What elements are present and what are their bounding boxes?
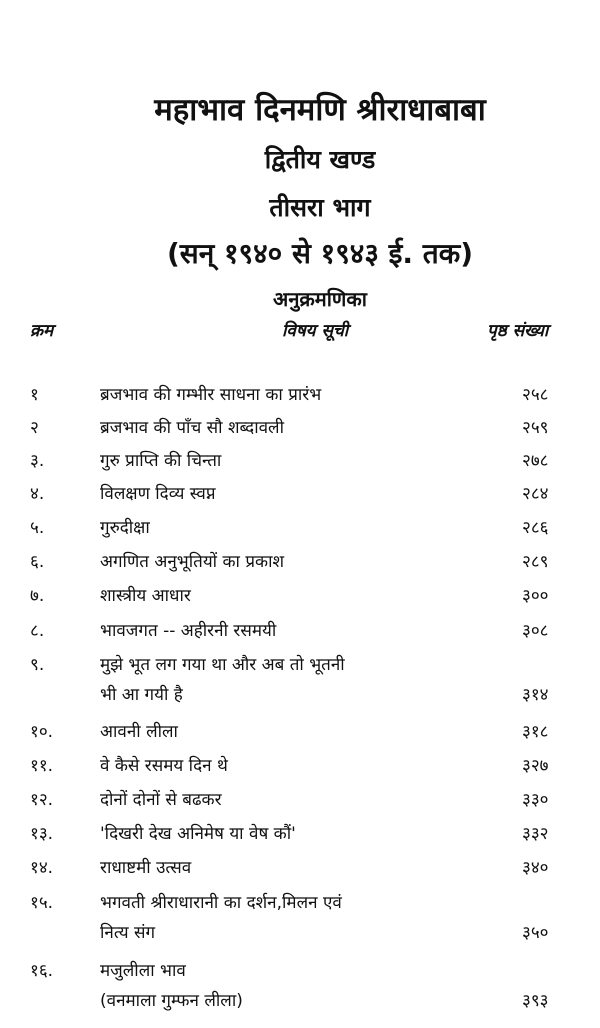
entry-page-number: ३९३ [522, 991, 549, 1011]
entry-topic-line: गुरुदीक्षा [100, 518, 150, 538]
entry-number: १४. [30, 858, 54, 878]
entry-topic [100, 581, 500, 611]
entry-topic-line: दोनों दोनों से बढकर [100, 790, 222, 810]
entry-number: १ [30, 385, 39, 405]
entry-number: १०. [30, 722, 54, 742]
entry-topic [100, 413, 500, 443]
entry-topic-line: मुझे भूत लग गया था और अब तो भूतनी [100, 655, 345, 675]
entry-topic [100, 446, 500, 476]
entry-topic [100, 616, 500, 646]
entry-topic-line: ब्रजभाव की गम्भीर साधना का प्रारंभ [100, 385, 322, 405]
period-heading: (सन् १९४० से १९४३ ई. तक) [166, 237, 474, 270]
entry-number: १५. [30, 893, 54, 913]
entry-number: ८. [30, 621, 45, 641]
entry-number: ९. [30, 655, 45, 675]
entry-topic-line: शास्त्रीय आधार [100, 586, 191, 606]
entry-topic [100, 785, 500, 815]
column-header-topic: विषय सूची [282, 321, 349, 341]
entry-page-number: ३३० [522, 790, 549, 810]
entry-topic-line: भी आ गयी है [100, 685, 183, 705]
entry-number: ६. [30, 552, 45, 572]
entry-topic [100, 888, 500, 948]
entry-page-number: ३५० [522, 923, 549, 943]
entry-topic [100, 479, 500, 509]
entry-page-number: २८४ [522, 484, 549, 504]
entry-number: २ [30, 418, 39, 438]
entry-number: १२. [30, 790, 54, 810]
entry-topic [100, 853, 500, 883]
entry-page-number: २५८ [522, 385, 549, 405]
entry-page-number: ३०८ [522, 621, 549, 641]
entry-page-number: ३२७ [522, 756, 549, 776]
entry-page-number: ३३२ [522, 824, 549, 844]
entry-number: ७. [30, 586, 45, 606]
entry-topic-line: राधाष्टमी उत्सव [100, 858, 192, 878]
entry-topic-line: नित्य संग [100, 923, 156, 943]
entry-number: ४. [30, 484, 45, 504]
entry-page-number: २८६ [522, 518, 549, 538]
entry-topic [100, 956, 500, 1016]
entry-page-number: ३४० [522, 858, 549, 878]
entry-topic-line: आवनी लीला [100, 722, 178, 742]
entry-topic-line: (वनमाला गुम्फन लीला) [100, 991, 243, 1011]
entry-page-number: ३०० [522, 586, 549, 606]
entry-topic-line: ब्रजभाव की पाँच सौ शब्दावली [100, 418, 284, 438]
entry-number: १६. [30, 961, 54, 981]
part-heading: तीसरा भाग [269, 193, 371, 222]
entry-topic [100, 547, 500, 577]
entry-page-number: ३१४ [522, 685, 549, 705]
entry-topic-line: 'दिखरी देख अनिमेष या वेष कौं' [100, 824, 296, 844]
entry-topic [100, 513, 500, 543]
entry-topic [100, 717, 500, 747]
toc-heading: अनुक्रमणिका [273, 287, 367, 311]
entry-number: ५. [30, 518, 45, 538]
book-title: महाभाव दिनमणि श्रीराधाबाबा [154, 92, 486, 128]
entry-number: ११. [30, 756, 54, 776]
entry-topic [100, 751, 500, 781]
column-header-number: क्रम [30, 321, 54, 341]
entry-page-number: २५९ [522, 418, 549, 438]
entry-number: ३. [30, 451, 45, 471]
entry-topic-line: अगणित अनुभूतियों का प्रकाश [100, 552, 285, 572]
entry-topic-line: वे कैसे रसमय दिन थे [100, 756, 228, 776]
entry-topic-line: मजुलीला भाव [100, 961, 186, 981]
volume-heading: द्वितीय खण्ड [264, 145, 376, 174]
entry-topic [100, 819, 500, 849]
entry-topic [100, 650, 500, 710]
entry-topic-line: भावजगत -- अहीरनी रसमयी [100, 621, 277, 641]
entry-number: १३. [30, 824, 54, 844]
entry-topic-line: भगवती श्रीराधारानी का दर्शन,मिलन एवं [100, 893, 342, 913]
entry-page-number: २७८ [522, 451, 549, 471]
entry-page-number: २८९ [522, 552, 549, 572]
entry-topic-line: गुरु प्राप्ति की चिन्ता [100, 451, 222, 471]
column-header-page: पृष्ठ संख्या [487, 321, 549, 341]
entry-topic-line: विलक्षण दिव्य स्वप्न [100, 484, 216, 504]
entry-page-number: ३१८ [522, 722, 549, 742]
entry-topic [100, 380, 500, 410]
